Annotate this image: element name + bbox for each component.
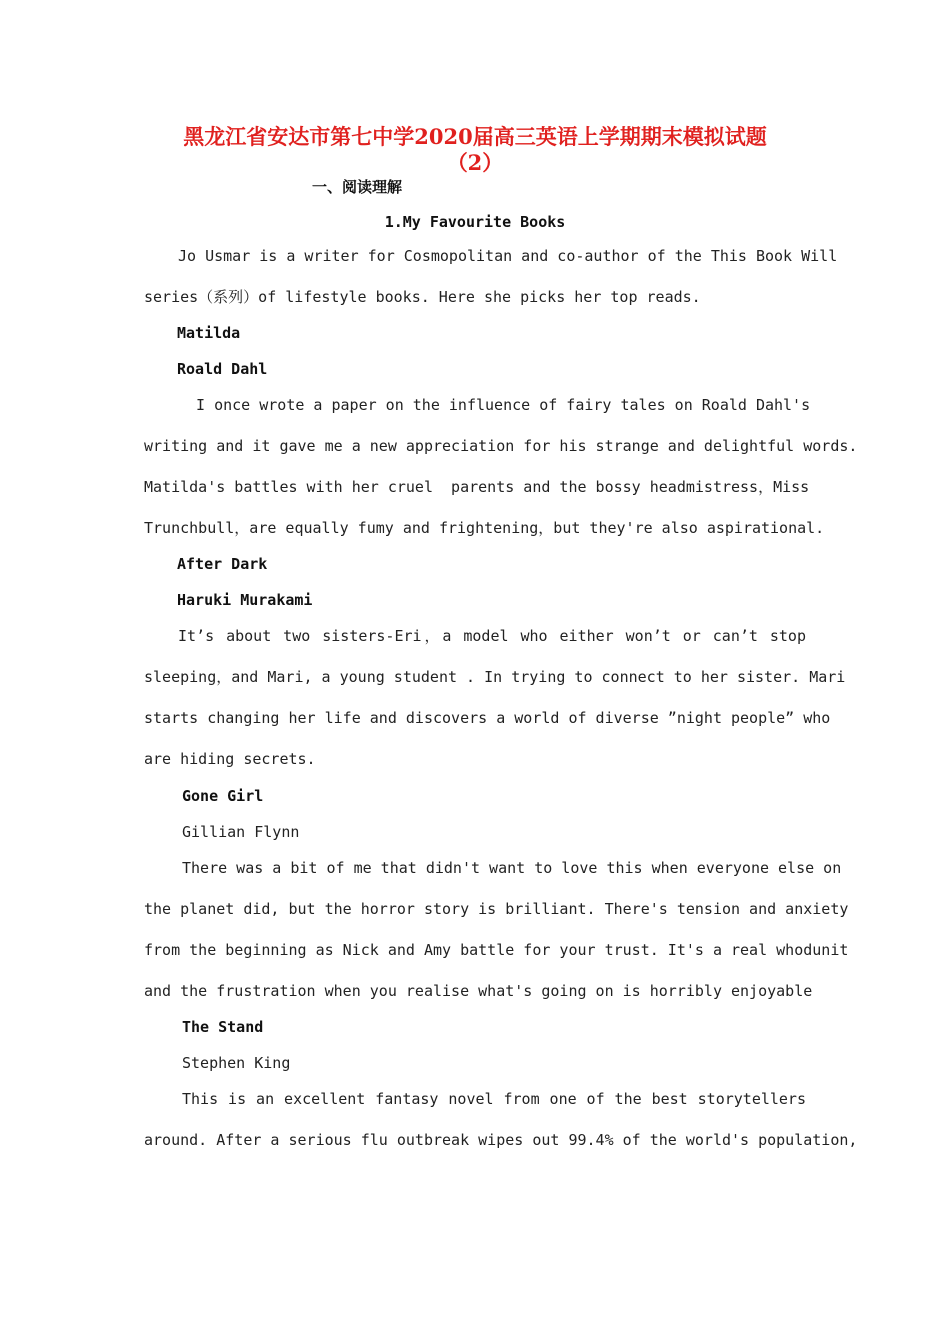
book-author: Haruki Murakami <box>177 591 313 609</box>
document-title-line-1: 黑龙江省安达市第七中学2020届高三英语上学期期末模拟试题 <box>183 124 767 149</box>
book-review-line: starts changing her life and discovers a world of diverse ”night people” who <box>144 709 831 727</box>
intro-line-1: Jo Usmar is a writer for Cosmopolitan and co-author of the This Book Will <box>178 247 838 265</box>
book-review-line: are hiding secrets. <box>144 750 316 768</box>
book-review-line: and the frustration when you realise what's going on is horribly enjoyable <box>144 982 813 1000</box>
book-review-line: around. After a serious flu outbreak wipes out 99.4% of the world's population, <box>144 1131 858 1149</box>
book-title: Gone Girl <box>182 787 264 805</box>
book-author: Stephen King <box>182 1054 291 1072</box>
section-heading: 一、阅读理解 <box>312 178 403 196</box>
book-author: Gillian Flynn <box>182 823 300 841</box>
book-review-line: It’s about two sisters-Eri，a model who either won’t or can’t stop <box>178 627 806 645</box>
book-review-line: sleeping，and Mari, a young student . In trying to connect to her sister. Mari <box>144 668 846 686</box>
book-review-line: This is an excellent fantasy novel from one of the best storytellers <box>182 1090 806 1108</box>
passage-title: 1.My Favourite Books <box>384 213 566 231</box>
intro-line-2: series（系列）of lifestyle books. Here she picks her top reads. <box>144 288 701 306</box>
book-review-line: the planet did, but the horror story is brilliant. There's tension and anxiety <box>144 900 849 918</box>
book-review-line: Trunchbull，are equally fumy and frightening，but they're also aspirational. <box>144 519 825 537</box>
book-title: After Dark <box>177 555 268 573</box>
book-title: The Stand <box>182 1018 264 1036</box>
book-review-line: There was a bit of me that didn't want to love this when everyone else on <box>182 859 842 877</box>
book-review-line: from the beginning as Nick and Amy battle for your trust. It's a real whodunit <box>144 941 849 959</box>
document-title-line-2: （2） <box>446 150 504 175</box>
book-review-line: writing and it gave me a new appreciation for his strange and delightful words. <box>144 437 858 455</box>
book-review-line: I once wrote a paper on the influence of fairy tales on Roald Dahl's <box>187 396 811 414</box>
book-review-line: Matilda's battles with her cruel parents and the bossy headmistress，Miss <box>144 478 810 496</box>
book-title: Matilda <box>177 324 241 342</box>
book-author: Roald Dahl <box>177 360 268 378</box>
